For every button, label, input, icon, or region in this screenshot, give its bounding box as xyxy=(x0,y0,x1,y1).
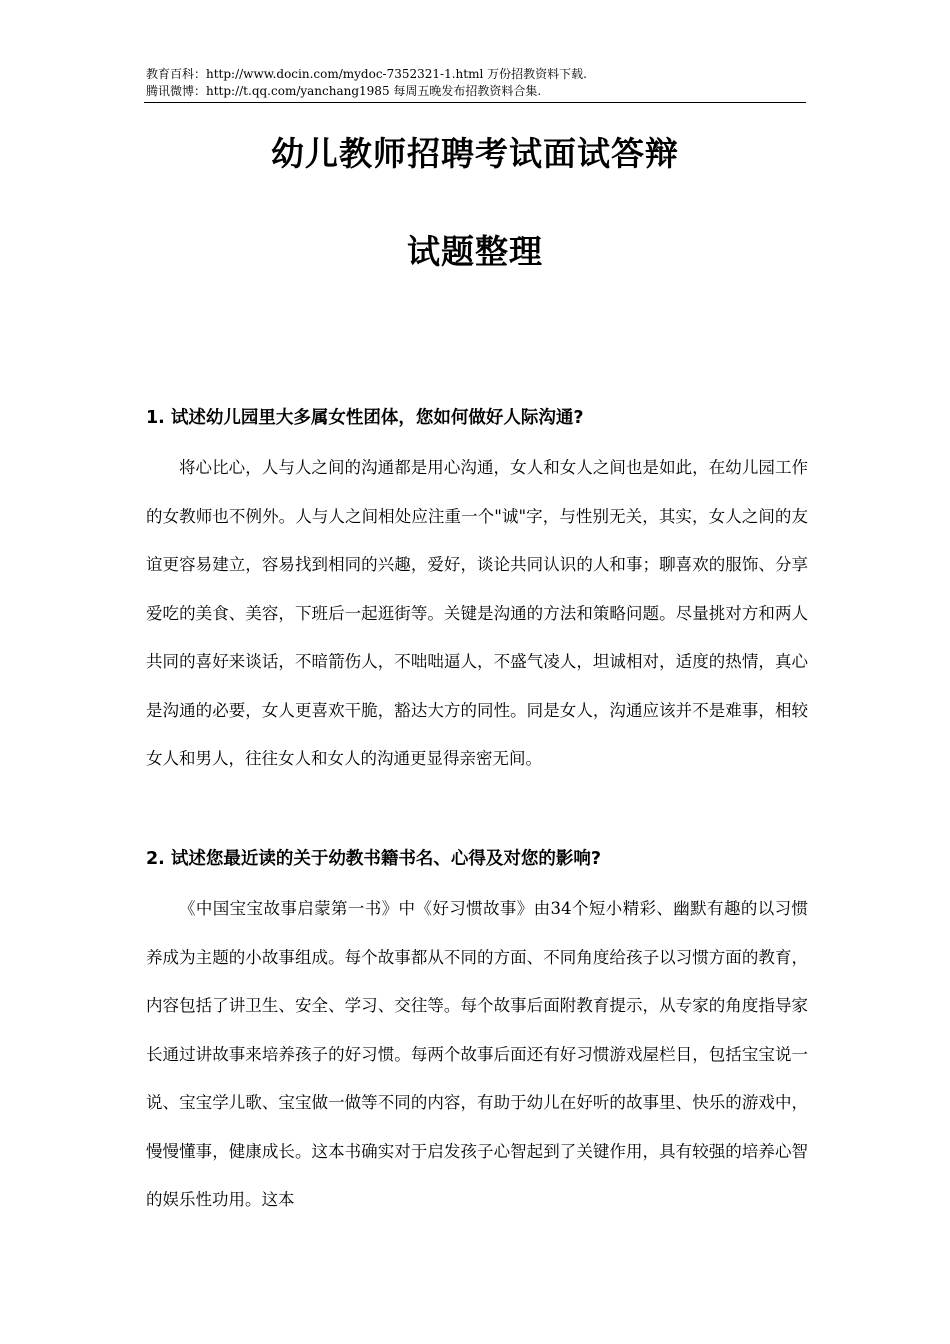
page-header xyxy=(146,66,806,100)
document-title-line-2: 试题整理 xyxy=(407,232,543,271)
header-line-docin: 教育百科：http://www.docin.com/mydoc-7352321-1.html 万份招教资料下载. xyxy=(146,67,587,81)
answer-paragraph-1: 将心比心，人与人之间的沟通都是用心沟通，女人和女人之间也是如此，在幼儿园工作的女教师也不例外。人与人之间相处应注重一个"诚"字，与性别无关，其实，女人之间的友谊更容易建立，容易找到相同的兴趣，爱好，谈论共同认识的人和事；聊喜欢的服饰、分享爱吃的美食、美容，下班后一起逛街等。关键是沟通的方法和策略问题。尽量挑对方和两人共同的喜好来谈话，不暗箭伤人，不咄咄逼人，不盛气凌人，坦诚相对，适度的热情，真心是沟通的必要，女人更喜欢干脆，豁达大方的同性。同是女人，沟通应该并不是难事，相较女人和男人，往往女人和女人的沟通更显得亲密无间。 xyxy=(146,458,808,768)
question-heading-2: 2. 试述您最近读的关于幼教书籍书名、心得及对您的影响? xyxy=(146,849,602,869)
question-heading-1: 1. 试述幼儿园里大多属女性团体，您如何做好人际沟通? xyxy=(146,408,584,428)
header-divider xyxy=(144,102,806,103)
answer-paragraph-2: 《中国宝宝故事启蒙第一书》中《好习惯故事》由34个短小精彩、幽默有趣的以习惯养成为主题的小故事组成。每个故事都从不同的方面、不同角度给孩子以习惯方面的教育，内容包括了讲卫生、安全、学习、交往等。每个故事后面附教育提示，从专家的角度指导家长通过讲故事来培养孩子的好习惯。每两个故事后面还有好习惯游戏屋栏目，包括宝宝说一说、宝宝学儿歌、宝宝做一做等不同的内容，有助于幼儿在好听的故事里、快乐的游戏中，慢慢懂事，健康成长。这本书确实对于启发孩子心智起到了关键作用，具有较强的培养心智的娱乐性功用。这本 xyxy=(146,899,808,1209)
header-line-weibo: 腾讯微博：http://t.qq.com/yanchang1985 每周五晚发布招教资料合集. xyxy=(146,84,542,98)
document-title-line-1: 幼儿教师招聘考试面试答辩 xyxy=(271,134,679,173)
